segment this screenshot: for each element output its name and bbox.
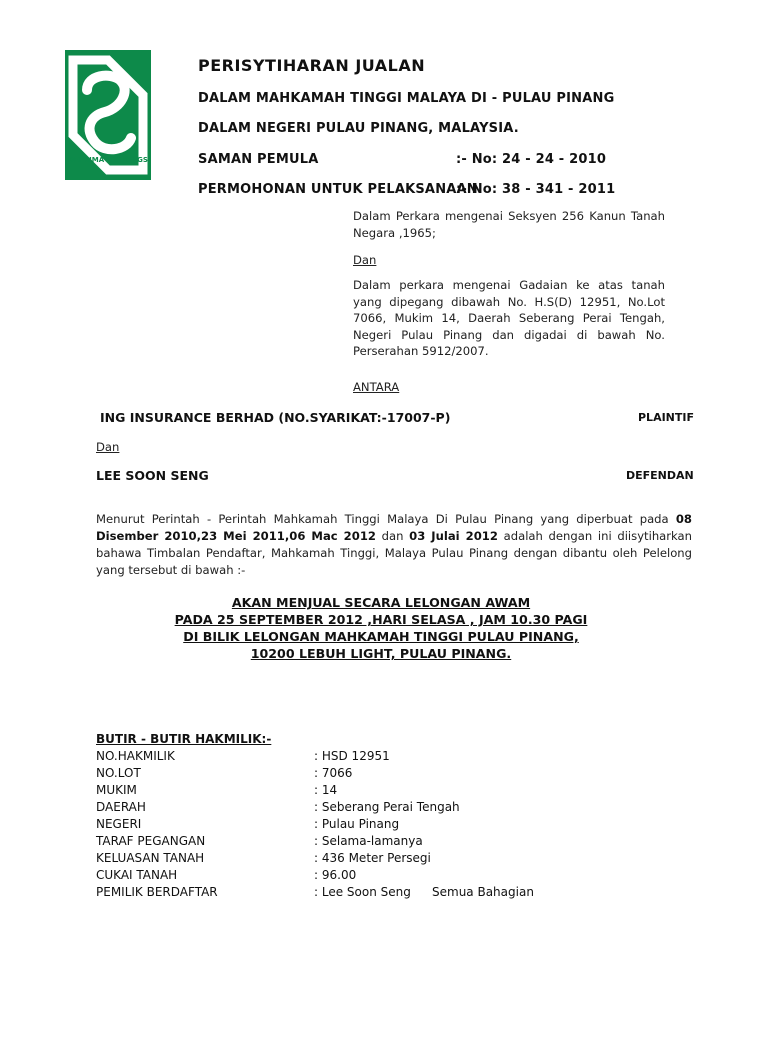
detail-value: : Lee Soon Seng (314, 885, 411, 899)
detail-value: : 436 Meter Persegi (314, 851, 431, 865)
defendant-name: LEE SOON SENG (96, 468, 209, 483)
detail-value: : Pulau Pinang (314, 817, 400, 831)
antara-label: ANTARA (353, 380, 400, 394)
matter-paragraph-2: Dalam perkara mengenai Gadaian ke atas tanah yang dipegang dibawah No. H.S(D) 12951, No.Lot 7066, Mukim 14, Daerah Seberang Perai Tengah, Negeri Pulau Pinang dan digadai di bawah No. Perserahan 5912/2007. (353, 278, 665, 358)
detail-value: : HSD 12951 (314, 749, 390, 763)
detail-label: NO.LOT (96, 766, 141, 780)
order-date-2: 03 Julai 2012 (409, 529, 498, 543)
details-heading: BUTIR - BUTIR HAKMILIK:- (96, 732, 272, 746)
logo-emblem-icon (65, 50, 151, 180)
detail-value: : 14 (314, 783, 338, 797)
detail-label: NEGERI (96, 817, 142, 831)
order-text-1: Menurut Perintah - Perintah Mahkamah Tinggi Malaya Di Pulau Pinang yang diperbuat pada (96, 512, 676, 526)
detail-label: PEMILIK BERDAFTAR (96, 885, 218, 899)
detail-value: : 7066 (314, 766, 353, 780)
detail-extra: Semua Bahagian (432, 885, 534, 899)
order-paragraph (96, 511, 692, 579)
plaintiff-role: PLAINTIF (638, 411, 694, 424)
auction-announcement (96, 594, 666, 662)
page-title: PERISYTIHARAN JUALAN (198, 56, 426, 75)
saman-number: :- No: 24 - 24 - 2010 (456, 152, 607, 167)
court-line: DALAM MAHKAMAH TINGGI MALAYA DI - PULAU PINANG (198, 91, 615, 106)
detail-label: MUKIM (96, 783, 137, 797)
matter-dan: Dan (353, 253, 377, 267)
permohonan-number: :- No: 38 - 341 - 2011 (456, 182, 616, 197)
detail-value: : Selama-lamanya (314, 834, 423, 848)
matter-paragraph-1: Dalam Perkara mengenai Seksyen 256 Kanun Tanah Negara ,1965; (353, 209, 665, 240)
detail-label: DAERAH (96, 800, 146, 814)
order-dates-1: 08 Disember 2010,23 Mei 2011,06 Mac 2012 (96, 512, 692, 543)
svg-text:DEPRIMA HOLDINGS: DEPRIMA HOLDINGS (68, 156, 148, 164)
saman-label: SAMAN PEMULA (198, 152, 319, 167)
detail-label: CUKAI TANAH (96, 868, 178, 882)
auction-line-2: PADA 25 SEPTEMBER 2012 ,HARI SELASA , JAM 10.30 PAGI (174, 612, 588, 627)
auction-line-3: DI BILIK LELONGAN MAHKAMAH TINGGI PULAU PINANG, (183, 629, 579, 644)
plaintiff-name: ING INSURANCE BERHAD (NO.SYARIKAT:-17007-P) (100, 410, 451, 425)
permohonan-label: PERMOHONAN UNTUK PELAKSANAAN (198, 182, 478, 197)
detail-label: NO.HAKMILIK (96, 749, 175, 763)
detail-label: KELUASAN TANAH (96, 851, 205, 865)
order-text-2: dan (375, 529, 410, 543)
auction-line-1: AKAN MENJUAL SECARA LELONGAN AWAM (231, 595, 531, 610)
detail-label: TARAF PEGANGAN (96, 834, 206, 848)
state-line: DALAM NEGERI PULAU PINANG, MALAYSIA. (198, 121, 519, 136)
company-logo (65, 50, 151, 180)
detail-value: : 96.00 (314, 868, 357, 882)
auction-line-4: 10200 LEBUH LIGHT, PULAU PINANG. (250, 646, 512, 661)
order-text-3: adalah dengan ini diisytiharkan bahawa Timbalan Pendaftar, Mahkamah Tinggi, Malaya Pulau Pinang dengan dibantu oleh Pelelong yang tersebut di bawah :- (96, 529, 693, 577)
defendant-role: DEFENDAN (626, 469, 694, 482)
parties-dan: Dan (96, 440, 120, 454)
detail-value: : Seberang Perai Tengah (314, 800, 460, 814)
